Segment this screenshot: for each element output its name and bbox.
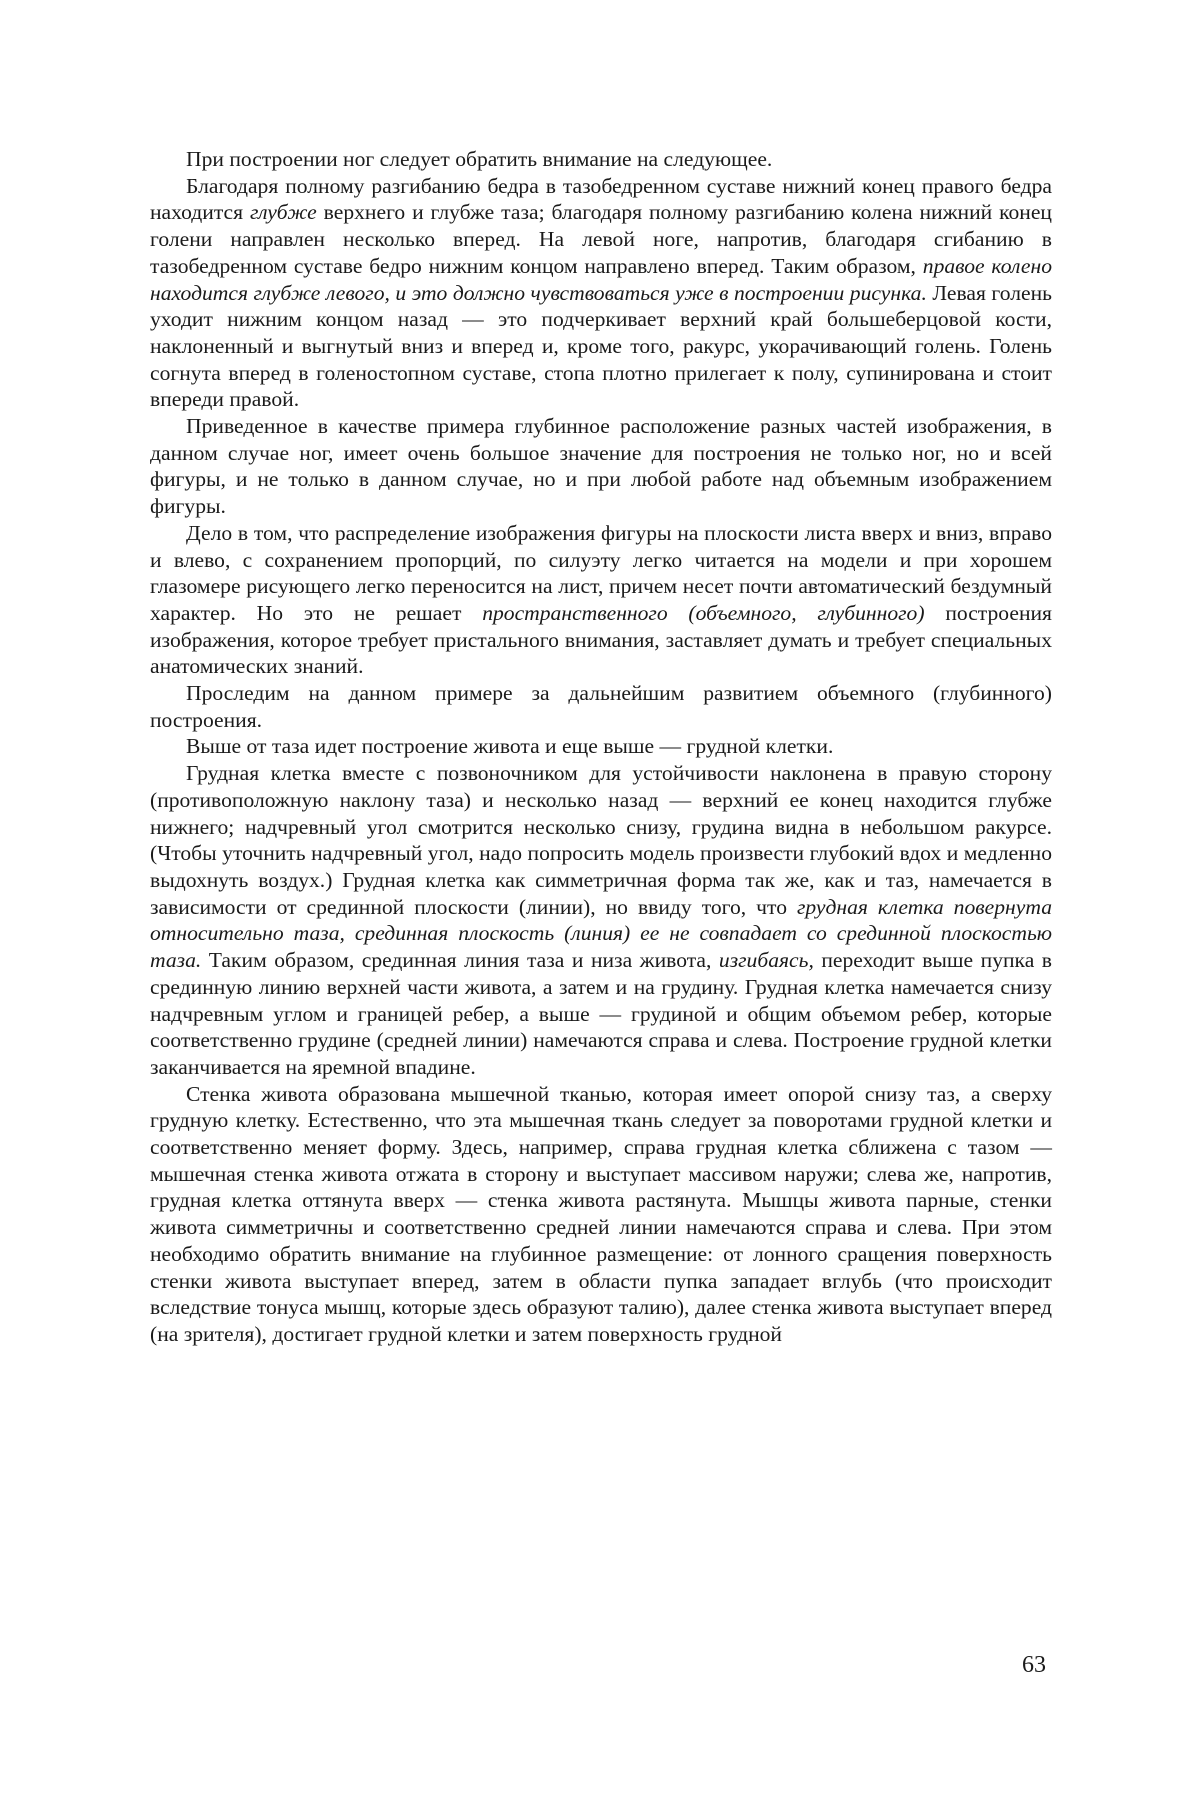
text-run: Благодаря полному разгибанию бедра в тазобедренном суставе нижний конец правого бедра находится: [150, 173, 1052, 225]
paragraph: [150, 173, 1052, 413]
italic-text-run: грудная клетка повернута относительно таза, срединная плоскость (линия) ее не совпадает со срединной плоскостью таза.: [150, 894, 1052, 973]
paragraph: [150, 760, 1052, 1080]
paragraph: [150, 733, 1052, 760]
text-run: Выше от таза идет построение живота и еще выше — грудной клетки.: [186, 734, 834, 759]
paragraph: [150, 413, 1052, 520]
text-run: построения изображения, которое требует пристального внимания, заставляет думать и требует специальных анатомических знаний.: [150, 600, 1052, 679]
text-run: Грудная клетка вместе с позвоночником для устойчивости наклонена в правую сторону (противоположную наклону таза) и несколько назад — верхний ее конец находится глубже нижнего; надчревный угол смотрится несколько снизу, грудина видна в небольшом ракурсе. (Чтобы уточнить надчревный угол, надо попросить модель произвести глубокий вдох и медленно выдохнуть воздух.) Грудная клетка как симметричная форма так же, как и таз, намечается в зависимости от срединной плоскости (линии), но ввиду того, что: [150, 761, 1052, 919]
paragraph: [150, 1081, 1052, 1348]
text-run: Левая голень уходит нижним концом назад — это подчеркивает верхний край большеберцовой кости, наклоненный и выгнутый вниз и вперед и, кроме того, ракурс, укорачивающий голень. Голень согнута вперед в голеностопном суставе, стопа плотно прилегает к полу, супинирована и стоит впереди правой.: [150, 280, 1053, 412]
italic-text-run: изгибаясь,: [718, 948, 814, 973]
text-run: Стенка живота образована мышечной тканью, которая имеет опорой снизу таз, а сверху грудную клетку. Естественно, что эта мышечная ткань следует за поворотами грудной клетки и соответственно меняет форму. Здесь, например, справа грудная клетка сближена с тазом — мышечная стенка живота отжата в сторону и выступает массивом наружи; слева же, напротив, грудная клетка оттянута вверх — стенка живота растянута. Мышцы живота парные, стенки живота симметричны и соответственно средней линии намечаются справа и слева. При этом необходимо обратить внимание на глубинное размещение: от лонного сращения поверхность стенки живота выступает вперед, затем в области пупка западает вглубь (что происходит вследствие тонуса мышц, которые здесь образуют талию), далее стенка живота выступает вперед (на зрителя), достигает грудной клетки и затем поверхность грудной: [150, 1081, 1052, 1346]
text-run: Проследим на данном примере за дальнейшим развитием объемного (глубинного) построения.: [150, 681, 1052, 732]
text-run: верхнего и глубже таза; благодаря полному разгибанию колена нижний конец голени направлен несколько вперед. На левой ноге, напротив, благодаря сгибанию в тазобедренном суставе бедро нижним концом направлено вперед. Таким образом,: [150, 200, 1052, 278]
text-run: При построении ног следует обратить внимание на следующее.: [186, 147, 773, 171]
text-run: Приведенное в качестве примера глубинное расположение разных частей изображения, в данном случае ног, имеет очень большое значение для построения не только ног, но и всей фигуры, и не только в данном случае, но и при любой работе над объемным изображением фигуры.: [150, 414, 1052, 519]
italic-text-run: правое колено находится глубже левого, и это должно чувствоваться уже в построении рисунка.: [150, 253, 1053, 305]
text-run: Таким образом, срединная линия таза и низа живота,: [201, 948, 719, 973]
text-run: переходит выше пупка в срединную линию верхней части живота, а затем и на грудину. Грудная клетка намечается снизу надчревным углом и границей ребер, а выше — грудиной и общим объемом ребер, которые соответственно грудине (средней линии) намечаются справа и слева. Построение грудной клетки заканчивается на яремной впадине.: [150, 948, 1053, 1079]
page-number: 63: [1022, 1652, 1046, 1678]
italic-text-run: пространственного (объемного, глубинного): [482, 600, 925, 625]
paragraph: [150, 146, 1052, 173]
italic-text-run: глубже: [249, 200, 317, 225]
paragraph: [150, 520, 1052, 680]
page-body: [150, 146, 1052, 1348]
paragraph: [150, 680, 1052, 733]
text-run: Дело в том, что распределение изображения фигуры на плоскости листа вверх и вниз, вправо и влево, с сохранением пропорций, по силуэту легко читается на модели и при хорошем глазомере рисующего легко переносится на лист, причем несет почти автоматический бездумный характер. Но это не решает: [150, 520, 1052, 625]
